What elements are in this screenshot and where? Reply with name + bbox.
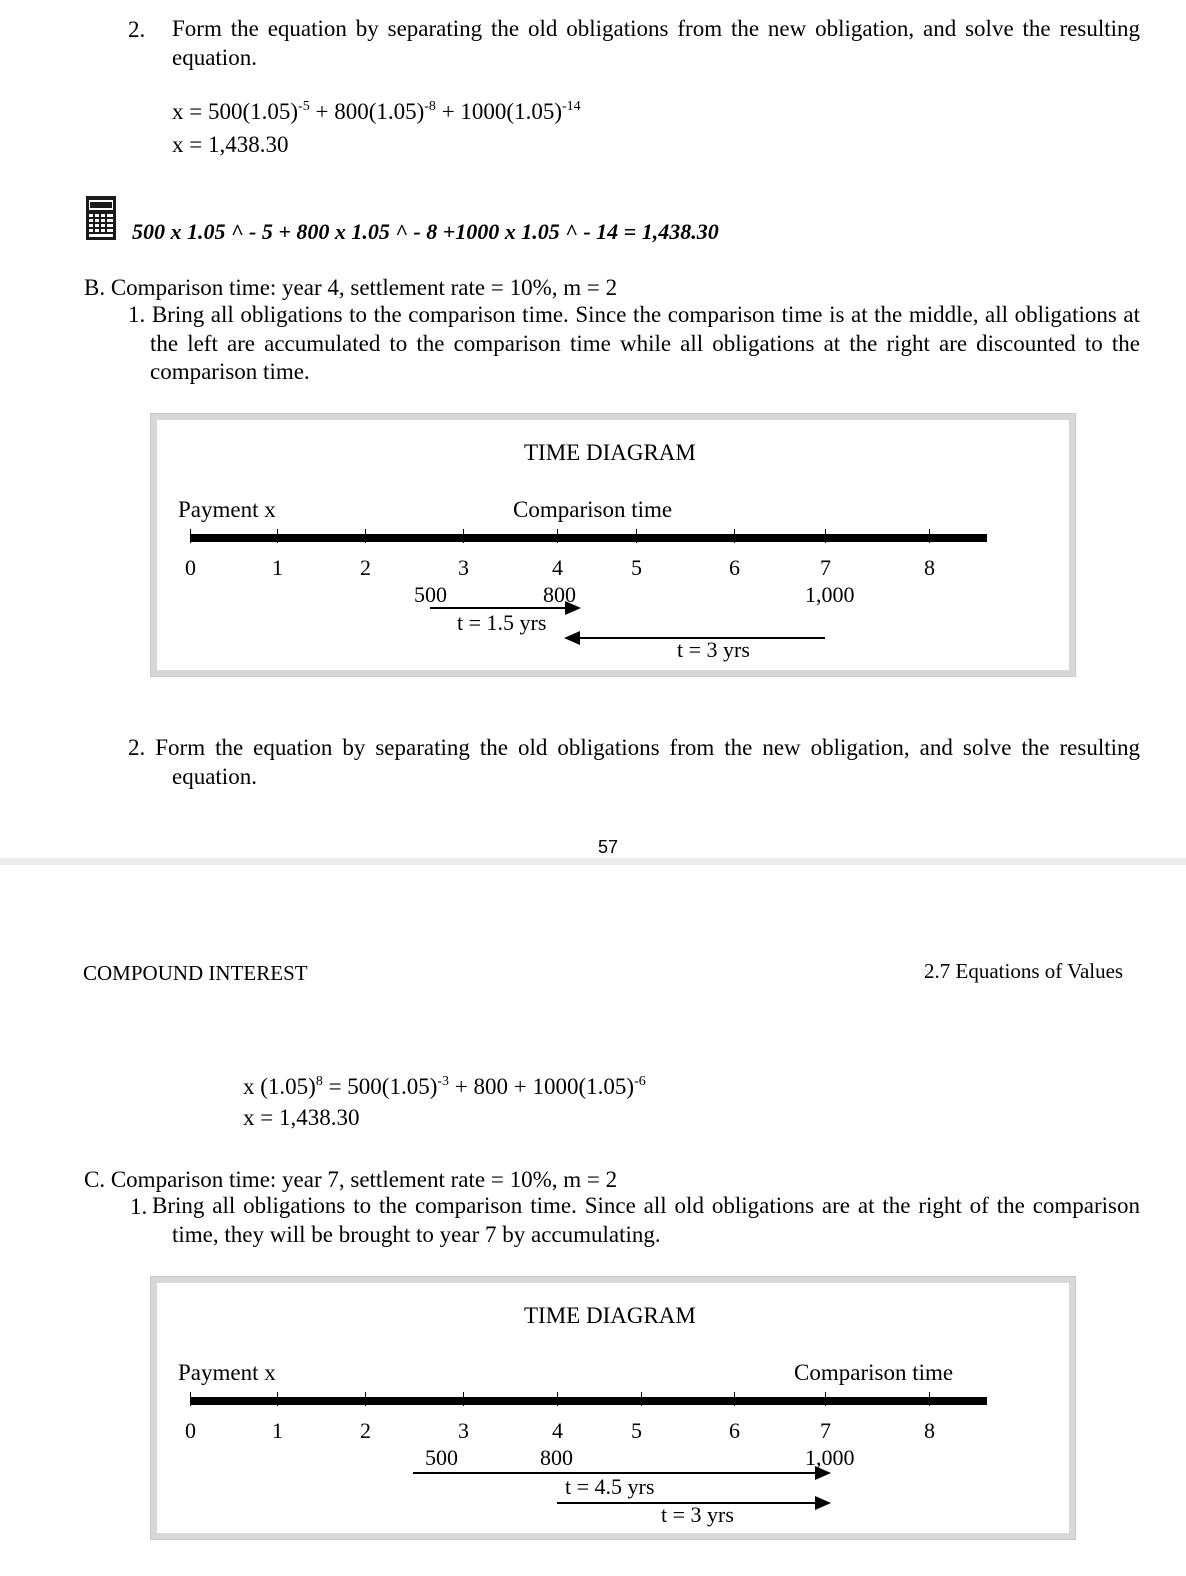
tick — [825, 529, 826, 543]
tick-label: 4 — [552, 555, 563, 580]
eq2-part: + 800 + 1000(1.05) — [449, 1074, 635, 1099]
tick — [734, 529, 735, 543]
tick-label: 0 — [185, 555, 196, 580]
tick-label: 2 — [360, 1418, 371, 1443]
amount-500: 500 — [414, 582, 447, 607]
arrow-head-left — [564, 631, 580, 645]
eq1-part: + 800(1.05) — [309, 99, 425, 124]
calculator-keystrokes: 500 x 1.05 ^ - 5 + 800 x 1.05 ^ - 8 +1000 x 1.05 ^ - 14 = 1,438.30 — [132, 219, 719, 244]
amount-800: 800 — [543, 582, 576, 607]
equation-2 — [243, 1073, 646, 1101]
amount-800: 800 — [540, 1445, 573, 1470]
tick-label: 0 — [185, 1418, 196, 1443]
tick — [929, 1392, 930, 1406]
section-b-step-2-text: 2. Form the equation by separating the old obligations from the new obligation, and solve the resulting equation. — [128, 735, 1140, 789]
tick — [277, 529, 278, 543]
eq1-part: x = 500(1.05) — [172, 99, 299, 124]
payment-label: Payment x — [178, 1360, 276, 1385]
tick — [636, 529, 637, 543]
page-number: 57 — [598, 837, 619, 857]
section-b-step-1-text: 1. Bring all obligations to the comparison time. Since the comparison time is at the middle, all obligations at the left are accumulated to the comparison time while all obligations at the right are discounted to the comparison time. — [128, 302, 1140, 384]
t-label-3: t = 3 yrs — [677, 637, 750, 662]
arrow-head-right — [565, 601, 581, 615]
step-number: 2. — [128, 17, 146, 42]
tick — [641, 1392, 642, 1406]
amount-1000: 1,000 — [805, 582, 855, 607]
timeline-axis — [190, 534, 987, 542]
t-label-1-5: t = 1.5 yrs — [457, 610, 547, 635]
section-b-step-2 — [128, 734, 1140, 791]
eq1-part: + 1000(1.05) — [435, 99, 562, 124]
tick-label: 8 — [924, 555, 935, 580]
amount-500: 500 — [425, 1445, 458, 1470]
time-diagram-b — [150, 413, 1076, 677]
section-c-step-1 — [152, 1192, 1140, 1249]
diagram-title: TIME DIAGRAM — [524, 440, 696, 465]
tick — [557, 529, 558, 543]
tick-label: 7 — [820, 1418, 831, 1443]
running-header-right: 2.7 Equations of Values — [924, 959, 1124, 983]
equation-2-result: x = 1,438.30 — [243, 1105, 360, 1130]
eq2-part: x (1.05) — [243, 1074, 316, 1099]
eq2-exponent: -6 — [634, 1074, 646, 1089]
eq2-exponent: -3 — [437, 1074, 450, 1089]
tick-label: 4 — [552, 1418, 563, 1443]
t-label-4-5: t = 4.5 yrs — [565, 1474, 655, 1499]
tick — [277, 1392, 278, 1406]
calculator-icon — [86, 196, 116, 240]
accumulate-arrow — [430, 607, 566, 609]
eq1-exponent: -8 — [424, 99, 436, 114]
tick-label: 7 — [820, 555, 831, 580]
equation-1 — [172, 98, 581, 126]
tick-label: 3 — [458, 1418, 469, 1443]
payment-label: Payment x — [178, 497, 276, 522]
running-header-left: COMPOUND INTEREST — [83, 961, 308, 985]
tick — [929, 529, 930, 543]
tick — [365, 529, 366, 543]
tick — [557, 1392, 558, 1406]
step-number: 1. — [130, 1194, 148, 1219]
tick — [734, 1392, 735, 1406]
eq2-exponent: 8 — [315, 1074, 323, 1089]
tick — [190, 529, 191, 543]
tick — [463, 529, 464, 543]
tick-label: 6 — [729, 1418, 740, 1443]
t-label-3: t = 3 yrs — [661, 1502, 734, 1527]
arrow-head-right — [815, 1466, 831, 1480]
time-diagram-c — [150, 1276, 1076, 1540]
section-b-title: B. Comparison time: year 4, settlement rate = 10%, m = 2 — [84, 275, 618, 300]
equation-1-result: x = 1,438.30 — [172, 132, 289, 157]
tick-label: 3 — [458, 555, 469, 580]
tick-label: 6 — [729, 555, 740, 580]
amount-1000: 1,000 — [805, 1445, 855, 1470]
comparison-time-label: Comparison time — [513, 497, 673, 522]
tick-label: 5 — [631, 555, 642, 580]
tick — [825, 1392, 826, 1406]
tick-label: 8 — [924, 1418, 935, 1443]
arrow-head-right — [815, 1496, 831, 1510]
eq1-exponent: -14 — [561, 99, 581, 114]
tick-label: 2 — [360, 555, 371, 580]
page-separator — [0, 858, 1186, 865]
tick-label: 1 — [272, 1418, 283, 1443]
tick — [365, 1392, 366, 1406]
tick-label: 5 — [631, 1418, 642, 1443]
tick-label: 1 — [272, 555, 283, 580]
eq1-exponent: -5 — [298, 99, 310, 114]
section-b-step-1 — [128, 301, 1140, 387]
section-c-title: C. Comparison time: year 7, settlement rate = 10%, m = 2 — [84, 1167, 618, 1192]
eq2-part: = 500(1.05) — [322, 1074, 438, 1099]
timeline-axis — [190, 1397, 987, 1405]
section-c-step-1-text: Bring all obligations to the comparison time. Since all old obligations are at the right of the comparison time, they will be brought to year 7 by accumulating. — [152, 1193, 1140, 1247]
tick — [190, 1392, 191, 1406]
diagram-title: TIME DIAGRAM — [524, 1303, 696, 1328]
comparison-time-label: Comparison time — [794, 1360, 954, 1385]
step-2-text: Form the equation by separating the old obligations from the new obligation, and solve the resulting equation. — [172, 16, 1140, 70]
tick — [463, 1392, 464, 1406]
